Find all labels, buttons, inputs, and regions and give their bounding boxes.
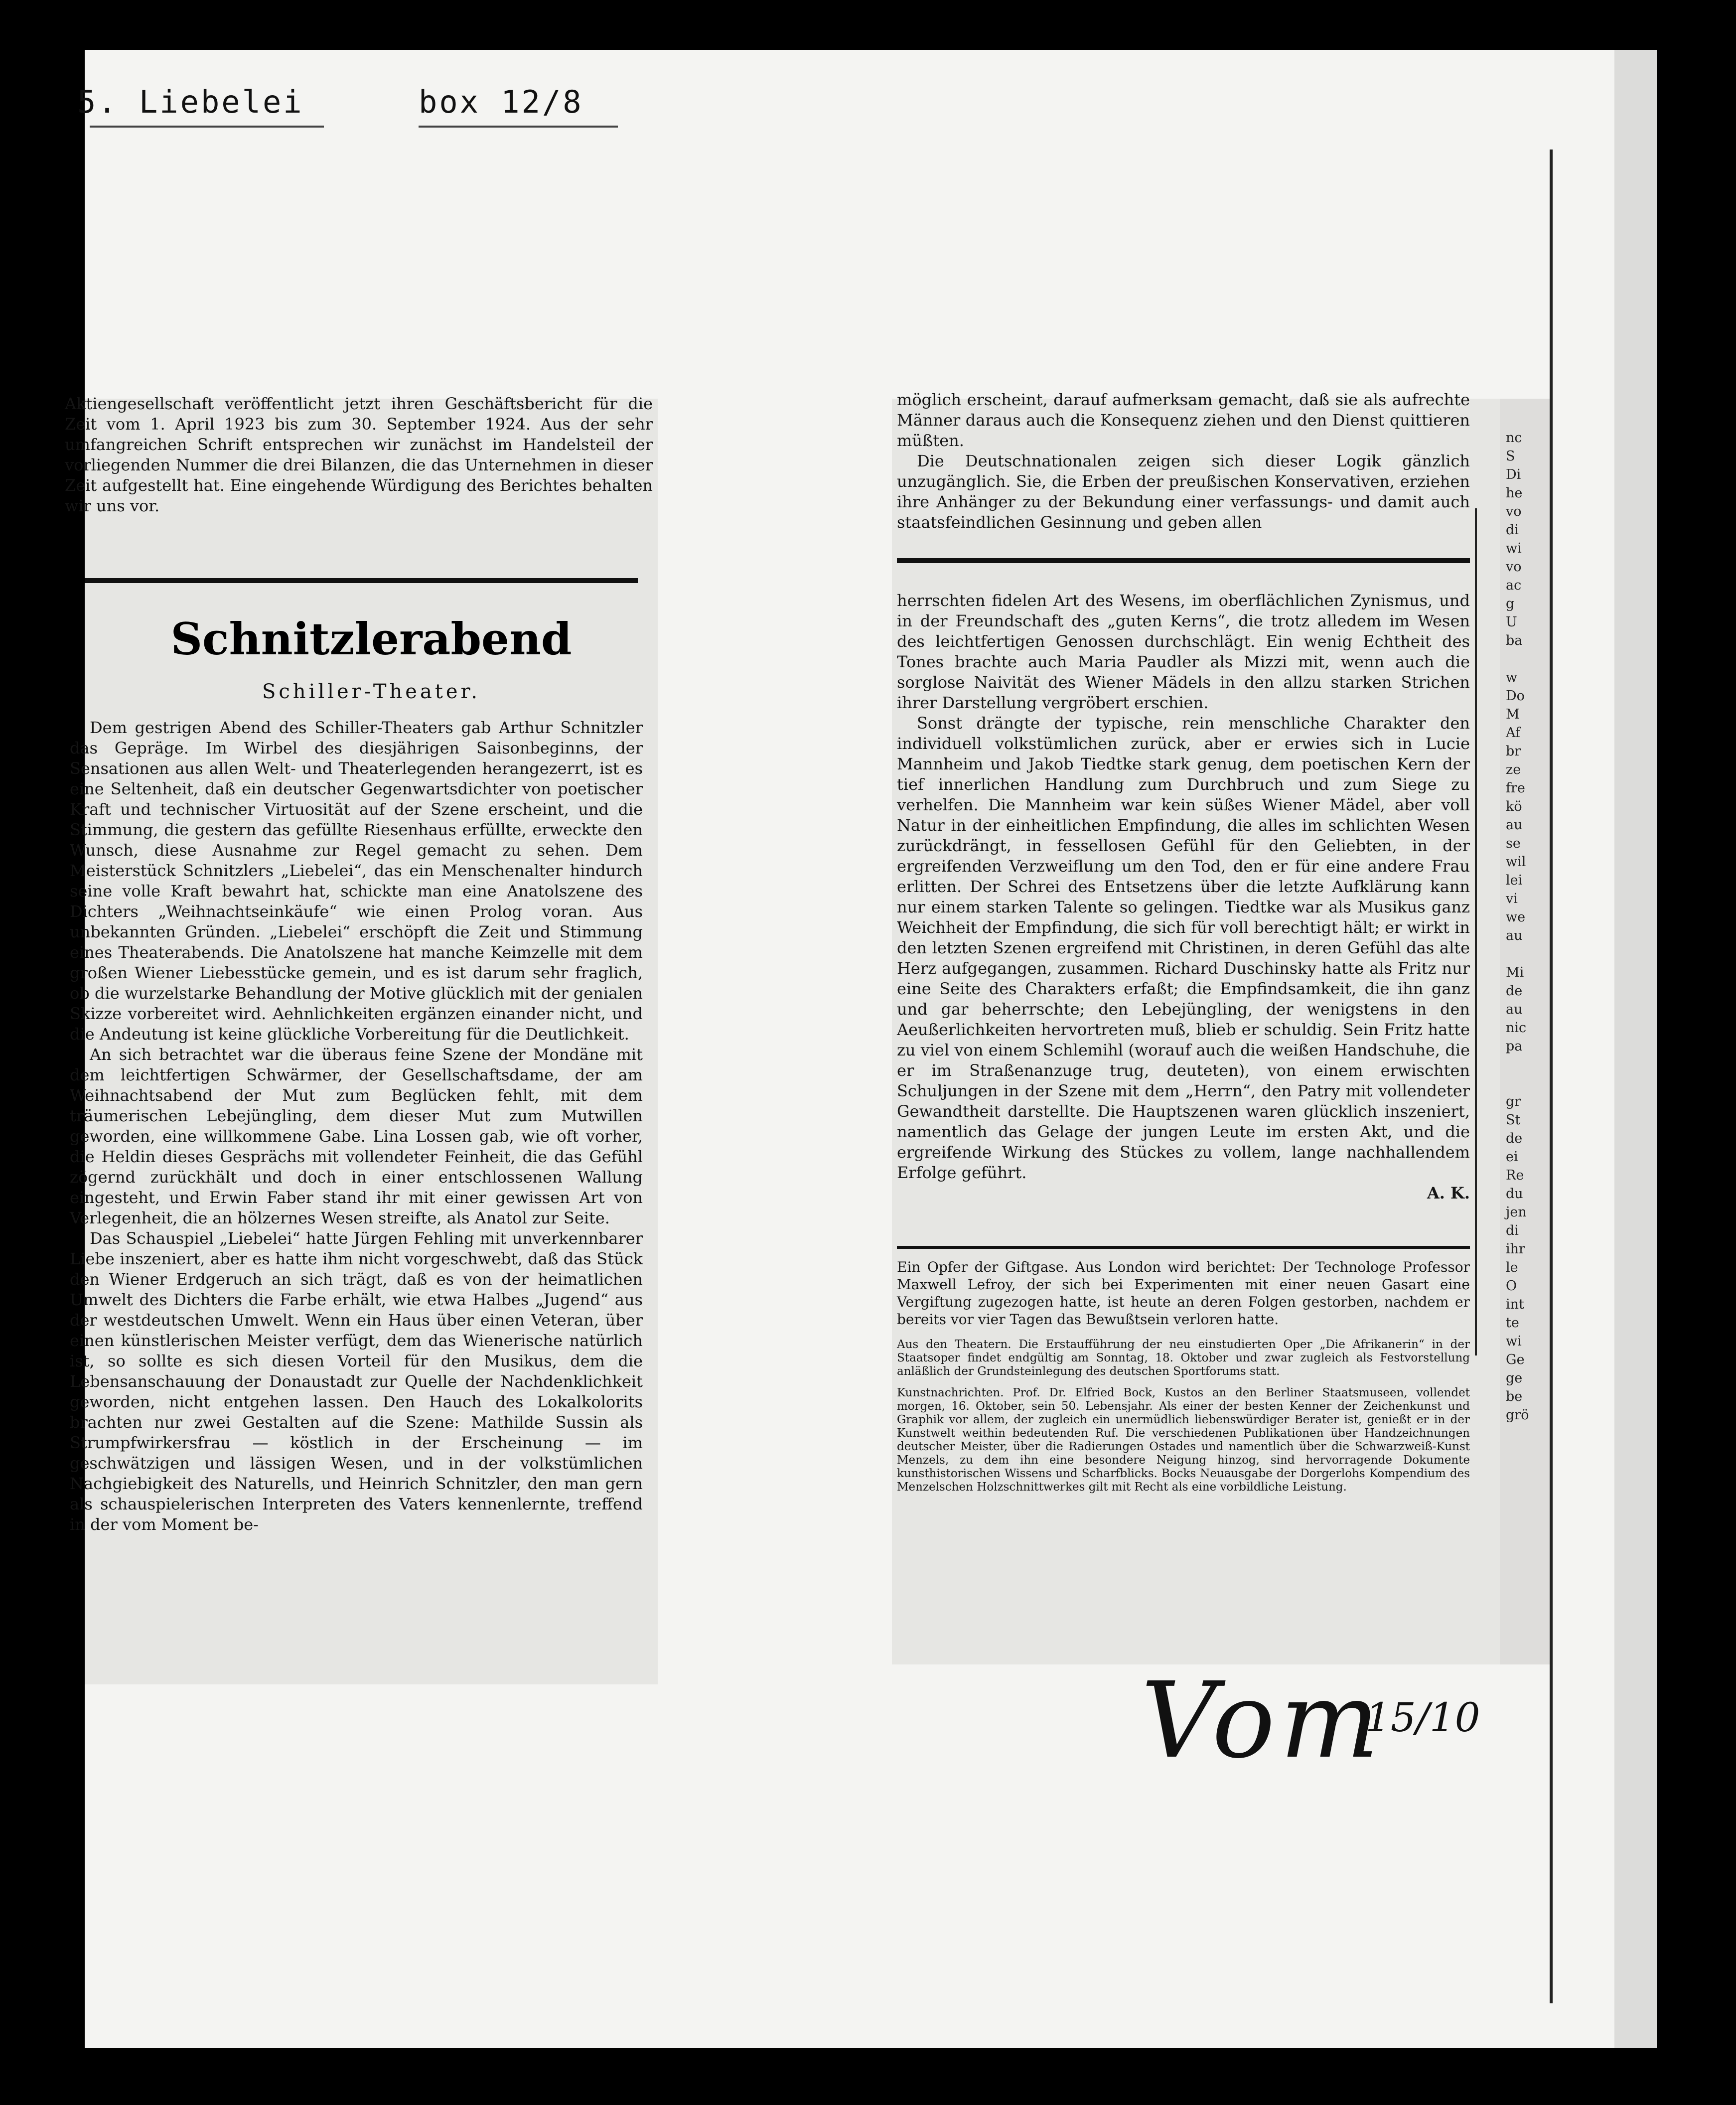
archive-box-underline	[419, 126, 618, 128]
left-column-rule	[85, 578, 638, 583]
far-right-fragment-column	[1500, 399, 1552, 1664]
page-edge	[1550, 150, 1553, 2003]
sheet-right-edge	[1614, 50, 1657, 2048]
article-subhead: Schiller-Theater.	[262, 680, 480, 703]
right-column-rule	[897, 558, 1470, 563]
article-paragraph: An sich betrachtet war die überaus feine Szene der Mondäne mit dem leichtfertigen Schwärmer, der Gesellschaftsdame, der am Weihnachtsabend der Mut zum Beglücken fehlt, mit dem träumerischen Lebejüngling, dem dieser Mut zum Mutwillen geworden, eine willkommene Gabe. Lina Lossen gab, wie oft vorher, die Heldin dieses Gesprächs mit vollendeter Feinheit, die das Gefühl zögernd zurückhält und doch in einer entschlossenen Wallung eingesteht, und Erwin Faber stand ihr mit einer gewissen Art von Verlegenheit, die an hölzernes Wesen streifte, als Anatol zur Seite.	[70, 1045, 643, 1227]
review-signature: A. K.	[1427, 1184, 1470, 1203]
archive-title-label: 5. Liebelei	[77, 84, 304, 120]
far-right-fragment-text: nc S Di he vo di wi vo ac g U ba w Do M Af br ze fre kö au se wil lei vi we au Mi de au nic pa gr St de ei Re du jen di ihr le O int te wi Ge ge be grö	[1506, 430, 1529, 1423]
news-item: Ein Opfer der Giftgase. Aus London wird berichtet: Der Technologe Professor Maxwell Lefroy, der sich bei Experimenten mit einer neuen Gasart eine Vergiftung zugezogen hatte, ist heute an deren Folgen gestorben, nachdem er bereits vor vier Tagen das Bewußtsein verloren hatte.	[897, 1259, 1470, 1328]
handwritten-date: 15/10	[1365, 1694, 1480, 1741]
left-top-fragment: Aktiengesellschaft veröffentlicht jetzt ihren Geschäftsbericht für die Zeit vom 1. April 1923 bis zum 30. September 1924. Aus der sehr umfangreichen Schrift entsprechen wir zunächst im Handelsteil der vorliegenden Nummer die drei Bilanzen, die das Unternehmen in dieser Zeit aufgestellt hat. Eine eingehende Würdigung des Berichtes behalten wir uns vor.	[65, 394, 653, 515]
archive-title-underline	[90, 126, 324, 128]
right-top-fragment: möglich erscheint, darauf aufmerksam gemacht, daß sie als aufrechte Männer daraus auch die Konsequenz ziehen und den Dienst quittieren müßten.	[897, 390, 1470, 450]
article-paragraph: Das Schauspiel „Liebelei“ hatte Jürgen Fehling mit unverkennbarer Liebe inszeniert, aber es hatte ihm nicht vorgeschwebt, daß das Stück den Wiener Erdgeruch an sich trägt, daß es von der heimatlichen Umwelt des Dichters die Farbe erhält, wie etwa Halbes „Jugend“ aus der westdeutschen Umwelt. Wenn ein Haus über einen Veteran, über einen künstlerischen Meister verfügt, dem das Wienerische natürlich ist, so sollte es sich diesen Vorteil für den Musikus, dem die Lebensanschauung der Donaustadt zur Quelle der Nachdenklichkeit geworden, nicht entgehen lassen. Den Hauch des Lokalkolorits brachten nur zwei Gestalten auf die Szene: Mathilde Sussin als Strumpfwirkersfrau — köstlich in der Erscheinung — im geschwätzigen und lässigen Wesen, und in der volkstümlichen Nachgiebigkeit des Naturells, und Heinrich Schnitzler, den man gern als schauspielerischen Interpreten des Vaters kennenlernte, treffend in der vom Moment be-	[70, 1229, 643, 1534]
right-top-paragraph: Die Deutschnationalen zeigen sich dieser Logik gänzlich unzugänglich. Sie, die Erben der preußischen Konservativen, erziehen ihre Anhänger zu der Bekundung einer verfassungs- und damit auch staatsfeindlichen Gesinnung und geben allen	[897, 451, 1470, 532]
theater-note: Aus den Theatern. Die Erstaufführung der neu einstudierten Oper „Die Afrikanerin“ in der Staatsoper findet endgültig am Sonntag, 18. Oktober und zwar zugleich als Festvorstellung anläßlich der Grundsteinlegung des deutschen Sportforums statt.	[897, 1338, 1470, 1378]
news-rule	[897, 1246, 1470, 1249]
article-paragraph: Dem gestrigen Abend des Schiller-Theaters gab Arthur Schnitzler das Gepräge. Im Wirbel des diesjährigen Saisonbeginns, der Sensationen aus allen Welt- und Theaterlegenden herangezerrt, ist es eine Seltenheit, daß ein deutscher Gegenwartsdichter von poetischer Kraft und technischer Virtuosität auf der Szene erscheint, und die Stimmung, die gestern das gefüllte Riesenhaus erfüllte, erweckte den Wunsch, diese Ausnahme zur Regel gemacht zu sehen. Dem Meisterstück Schnitzlers „Liebelei“, das ein Menschenalter hindurch seine volle Kraft bewahrt hat, schickte man eine Anatolszene des Dichters „Weihnachtseinkäufe“ wie einen Prolog voran. Aus unbekannten Gründen. „Liebelei“ erschöpft die Zeit und Stimmung eines Theaterabends. Die Anatolszene hat manche Keimzelle mit dem großen Wiener Liebesstücke gemein, und es ist darum sehr fraglich, ob die wurzelstarke Behandlung der Motive glücklich mit der genialen Skizze vorbereitet wird. Aehnlichkeiten ergänzen einander nicht, und die Andeutung ist keine glückliche Vorbereitung für die Deutlichkeit.	[70, 718, 643, 1044]
archive-box-label: box 12/8	[419, 84, 583, 120]
left-clipping	[65, 394, 658, 1684]
review-continuation: herrschten fidelen Art des Wesens, im oberflächlichen Zynismus, und in der Freundschaft des „guten Kerns“, die trotz alledem im Wesen des leichtfertigen Genossen durchschlägt. Ein wenig Echtheit des Tones brachte auch Maria Paudler als Mizzi mit, wenn auch die sorglose Naivität des Wiener Mädels in den allzu starken Strichen ihrer Darstellung vergröbert erschien.	[897, 591, 1470, 712]
review-continuation: Sonst drängte der typische, rein menschliche Charakter den individuell volkstümlichen zurück, aber er erwies sich in Lucie Mannheim und Jakob Tiedtke stark genug, dem poetischen Kern der tief innerlichen Handlung zum Durchbruch und zum Siege zu verhelfen. Die Mannheim war kein süßes Wiener Mädel, aber voll Natur in der einheitlichen Empfindung, die alles im schlichten Wesen zurückdrängt, in fessellosen Gefühl für den Geliebten, in der ergreifenden Verzweiflung um den Tod, den er für eine andere Frau erlitten. Der Schrei des Entsetzens über die letzte Aufklärung kann nur einem starken Talente so gelingen. Tiedtke war als Musikus ganz Weichheit der Empfindung, die sich für voll berechtigt hält; er wirkt in den letzten Szenen ergreifend mit Christinen, in deren Gefühl das alte Herz aufgegangen, zusammen. Richard Duschinsky hatte als Fritz nur eine Seite des Charakters erfaßt; die Empfindsamkeit, die ihn ganz und gar beherrschte; den Lebejüngling, der wenigstens in den Aeußerlichkeiten hervortreten muß, blieb er schuldig. Sein Fritz hatte zu viel von einem Schlemihl (worauf auch die weißen Handschuhe, die er im Straßenanzuge trug, deuteten), von einem erwischten Schuljungen in der Szene mit dem „Herrn“, den Patry mit vollendeter Gewandtheit darstellte. Die Hauptszenen waren glücklich inszeniert, namentlich das Gelage der jungen Leute im ersten Akt, und die ergreifende Wirkung des Stückes zu vollem, lange nachhallendem Erfolge geführt.	[897, 714, 1470, 1182]
art-note: Kunstnachrichten. Prof. Dr. Elfried Bock, Kustos an den Berliner Staatsmuseen, vollendet morgen, 16. Oktober, sein 50. Lebensjahr. Als einer der besten Kenner der Zeichenkunst und Graphik vor allem, der zugleich ein unermüdlich liebenswürdiger Berater ist, genießt er in der Kunstwelt weithin bedeutenden Ruf. Die verschiedenen Publikationen über Handzeichnungen deutscher Meister, über die Radierungen Ostades und namentlich über die Schwarzweiß-Kunst Menzels, zu dem ihn eine besondere Neigung hinzog, sind hervorragende Dokumente kunsthistorischen Wissens und Scharfblicks. Bocks Neuausgabe der Dorgerlohs Kompendium des Menzelschen Holzschnittwerkes gilt mit Recht als eine vorbildliche Leistung.	[897, 1386, 1470, 1494]
handwritten-note: Vom	[1141, 1659, 1384, 1782]
column-divider	[1475, 508, 1477, 1355]
article-headline: Schnitzlerabend	[170, 613, 572, 665]
right-clipping	[892, 390, 1545, 1664]
